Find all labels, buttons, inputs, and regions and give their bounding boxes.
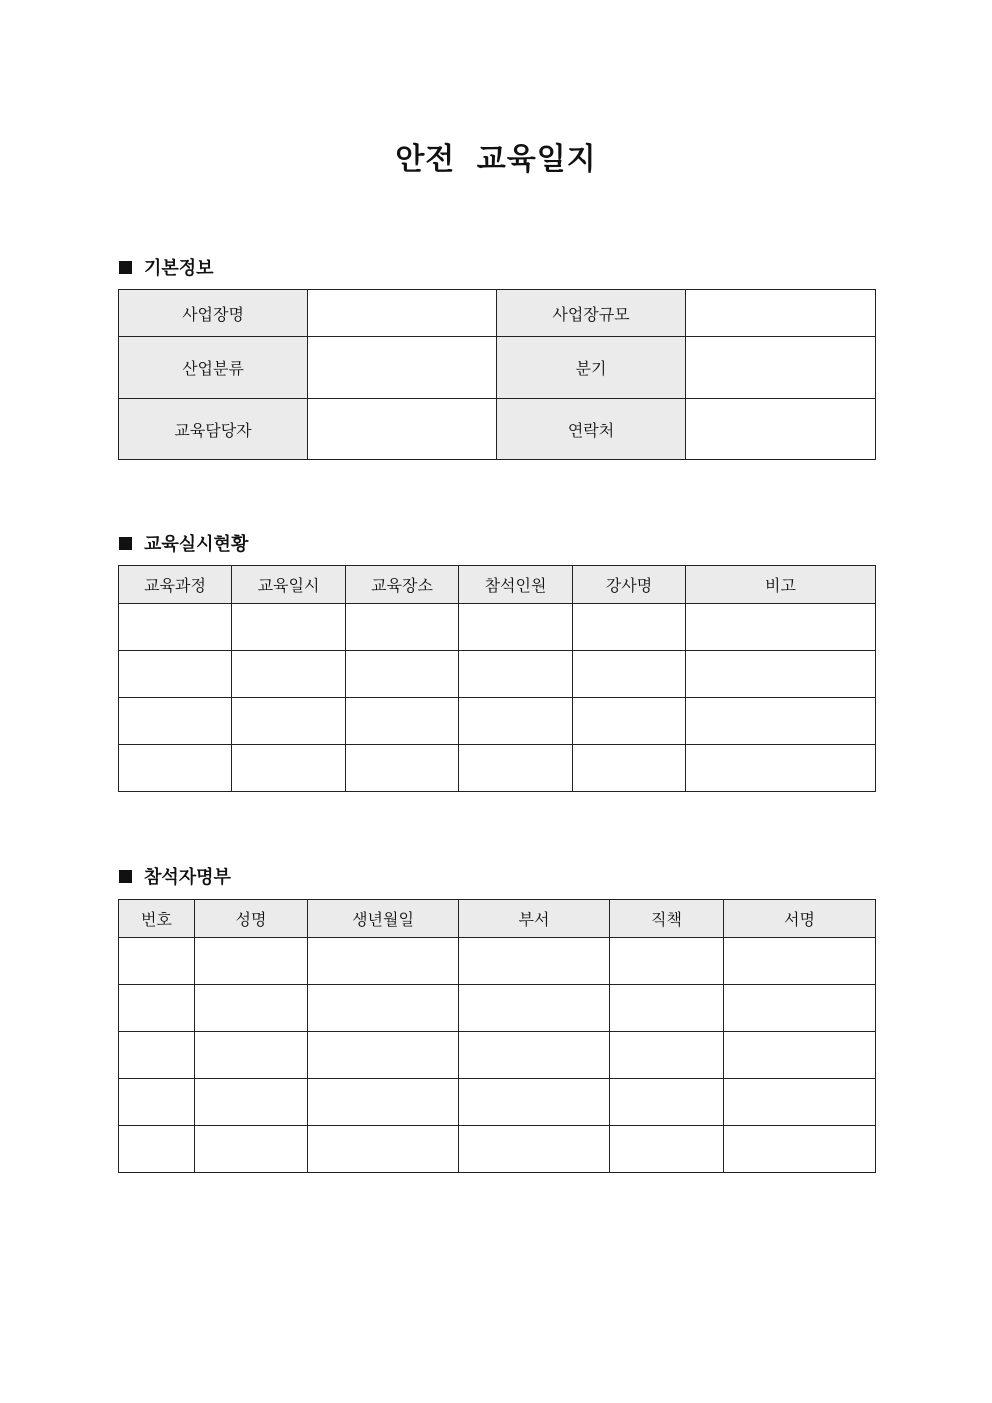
table-cell[interactable]: [459, 745, 573, 792]
attendee-list-table: [118, 899, 876, 1173]
table-cell[interactable]: [232, 604, 346, 651]
column-header-datetime: 교육일시: [232, 566, 346, 604]
square-bullet-icon: [119, 870, 132, 883]
table-cell[interactable]: [610, 985, 724, 1032]
table-cell[interactable]: [459, 938, 610, 985]
education-status-table: [118, 565, 876, 792]
column-header-name: 성명: [195, 900, 308, 938]
table-cell[interactable]: [686, 745, 876, 792]
table-row: [119, 938, 876, 985]
table-row: [119, 698, 876, 745]
table-cell[interactable]: [724, 938, 876, 985]
table-cell[interactable]: [232, 745, 346, 792]
table-cell[interactable]: [195, 1126, 308, 1173]
table-cell[interactable]: [119, 604, 232, 651]
table-row: [119, 290, 876, 337]
table-cell[interactable]: [195, 1079, 308, 1126]
table-cell[interactable]: [459, 1126, 610, 1173]
table-cell[interactable]: [610, 1032, 724, 1079]
table-row: [119, 651, 876, 698]
quarter-label: 분기: [497, 337, 686, 399]
column-header-course: 교육과정: [119, 566, 232, 604]
basic-info-table: [118, 289, 876, 460]
section-heading-status: [119, 530, 248, 556]
table-cell[interactable]: [573, 698, 686, 745]
table-row: [119, 337, 876, 399]
site-size-label: 사업장규모: [497, 290, 686, 337]
column-header-number: 번호: [119, 900, 195, 938]
table-cell[interactable]: [195, 985, 308, 1032]
table-row: [119, 1126, 876, 1173]
column-header-department: 부서: [459, 900, 610, 938]
industry-field[interactable]: [308, 337, 497, 399]
table-row: [119, 985, 876, 1032]
square-bullet-icon: [119, 261, 132, 274]
table-cell[interactable]: [724, 1032, 876, 1079]
table-cell[interactable]: [724, 1126, 876, 1173]
column-header-signature: 서명: [724, 900, 876, 938]
table-cell[interactable]: [346, 604, 459, 651]
table-cell[interactable]: [308, 938, 459, 985]
square-bullet-icon: [119, 537, 132, 550]
table-row: [119, 1079, 876, 1126]
site-size-field[interactable]: [686, 290, 876, 337]
table-header-row: [119, 900, 876, 938]
table-cell[interactable]: [573, 604, 686, 651]
site-name-label: 사업장명: [119, 290, 308, 337]
table-cell[interactable]: [346, 698, 459, 745]
table-cell[interactable]: [119, 985, 195, 1032]
table-cell[interactable]: [686, 651, 876, 698]
table-cell[interactable]: [232, 651, 346, 698]
table-cell[interactable]: [119, 1079, 195, 1126]
table-cell[interactable]: [459, 698, 573, 745]
table-row: [119, 604, 876, 651]
table-cell[interactable]: [610, 938, 724, 985]
column-header-remarks: 비고: [686, 566, 876, 604]
table-cell[interactable]: [686, 698, 876, 745]
table-cell[interactable]: [459, 1032, 610, 1079]
table-cell[interactable]: [610, 1079, 724, 1126]
column-header-instructor: 강사명: [573, 566, 686, 604]
contact-field[interactable]: [686, 399, 876, 460]
table-cell[interactable]: [459, 604, 573, 651]
table-row: [119, 399, 876, 460]
table-cell[interactable]: [724, 985, 876, 1032]
industry-label: 산업분류: [119, 337, 308, 399]
table-cell[interactable]: [195, 938, 308, 985]
table-cell[interactable]: [346, 745, 459, 792]
table-cell[interactable]: [119, 698, 232, 745]
table-row: [119, 745, 876, 792]
table-cell[interactable]: [346, 651, 459, 698]
table-header-row: [119, 566, 876, 604]
table-cell[interactable]: [573, 651, 686, 698]
column-header-birthdate: 생년월일: [308, 900, 459, 938]
table-cell[interactable]: [610, 1126, 724, 1173]
section-heading-attendees: [119, 863, 231, 889]
table-cell[interactable]: [232, 698, 346, 745]
column-header-position: 직책: [610, 900, 724, 938]
column-header-attendance: 참석인원: [459, 566, 573, 604]
quarter-field[interactable]: [686, 337, 876, 399]
page-title: 안전 교육일지: [395, 142, 597, 177]
table-cell[interactable]: [459, 985, 610, 1032]
section-heading-label: 기본정보: [144, 258, 214, 279]
table-cell[interactable]: [573, 745, 686, 792]
contact-label: 연락처: [497, 399, 686, 460]
table-cell[interactable]: [119, 745, 232, 792]
site-name-field[interactable]: [308, 290, 497, 337]
table-cell[interactable]: [195, 1032, 308, 1079]
section-heading-basic: [119, 254, 214, 280]
table-cell[interactable]: [459, 1079, 610, 1126]
table-cell[interactable]: [308, 1032, 459, 1079]
table-cell[interactable]: [308, 1079, 459, 1126]
column-header-location: 교육장소: [346, 566, 459, 604]
manager-field[interactable]: [308, 399, 497, 460]
section-heading-label: 교육실시현황: [144, 534, 249, 555]
manager-label: 교육담당자: [119, 399, 308, 460]
table-cell[interactable]: [119, 1126, 195, 1173]
table-cell[interactable]: [686, 604, 876, 651]
table-cell[interactable]: [119, 938, 195, 985]
table-row: [119, 1032, 876, 1079]
section-heading-label: 참석자명부: [144, 867, 231, 888]
table-cell[interactable]: [119, 1032, 195, 1079]
table-cell[interactable]: [308, 1126, 459, 1173]
table-cell[interactable]: [459, 651, 573, 698]
table-cell[interactable]: [724, 1079, 876, 1126]
table-cell[interactable]: [119, 651, 232, 698]
table-cell[interactable]: [308, 985, 459, 1032]
